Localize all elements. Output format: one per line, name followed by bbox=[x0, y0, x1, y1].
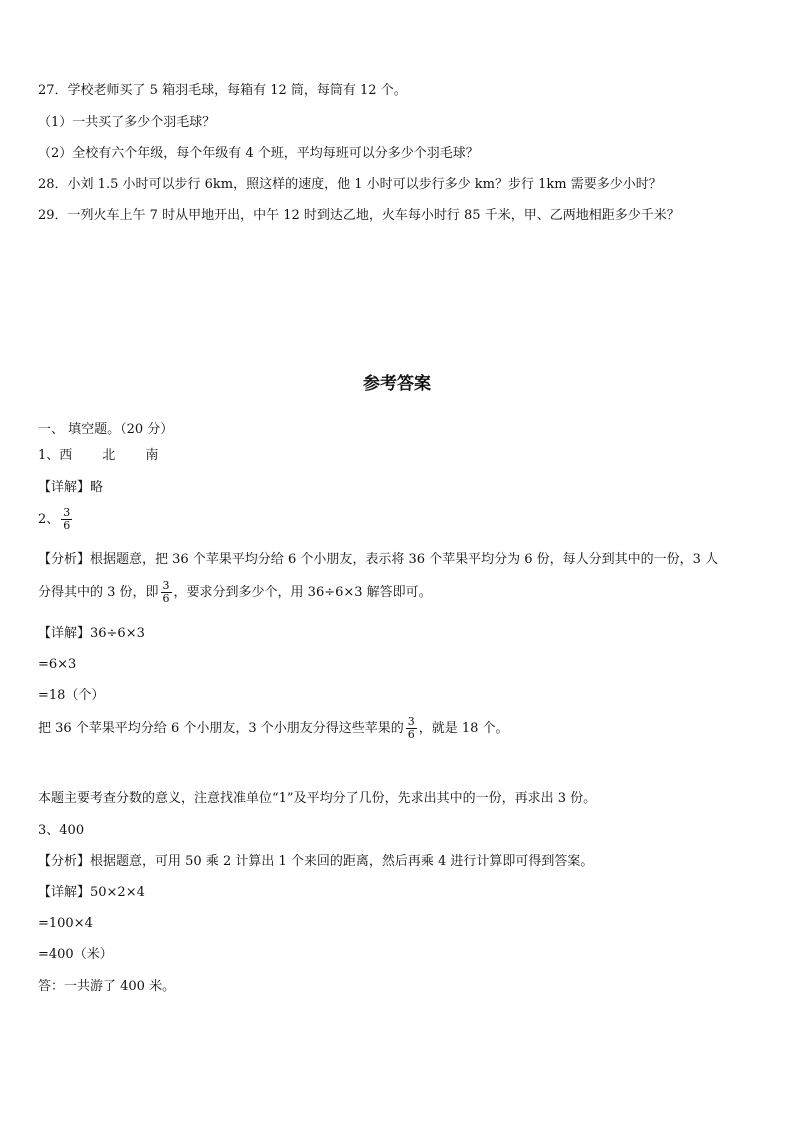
answer-2-detail-1: 【详解】36÷6×3 bbox=[38, 626, 145, 641]
conclusion-fraction bbox=[406, 716, 417, 741]
answer-2-note: 本题主要考查分数的意义，注意找准单位“1”及平均分了几份，先求出其中的一份，再求出 3 份。 bbox=[38, 791, 597, 806]
question-27-part-2: （2）全校有六个年级，每个年级有 4 个班，平均每班可以分多少个羽毛球？ bbox=[38, 146, 479, 161]
question-29: 29．一列火车上午 7 时从甲地开出，中午 12 时到达乙地，火车每小时行 85 千米，甲、乙两地相距多少千米？ bbox=[38, 208, 680, 223]
answer-1-west: 西 bbox=[59, 448, 73, 463]
section-heading: 一、 填空题。（20 分） bbox=[38, 422, 174, 437]
question-27: 27．学校老师买了 5 箱羽毛球，每箱有 12 筒，每筒有 12 个。 bbox=[38, 83, 407, 98]
answer-2-detail-3: =18（个） bbox=[38, 688, 105, 703]
answer-1 bbox=[38, 448, 158, 464]
answer-2-detail-2: =6×3 bbox=[38, 657, 77, 672]
answer-2-conclusion bbox=[38, 716, 509, 742]
analysis-text-b: ，要求分到多少个，用 36÷6×3 解答即可。 bbox=[173, 585, 432, 600]
analysis-text-a: 分得其中的 3 份，即 bbox=[38, 585, 159, 600]
answer-2-fraction bbox=[61, 507, 72, 532]
answer-3-answer: 答：一共游了 400 米。 bbox=[38, 979, 176, 994]
answer-3-detail-3: =400（米） bbox=[38, 947, 113, 962]
answer-2-analysis-line-2 bbox=[38, 580, 432, 606]
answer-2 bbox=[38, 507, 74, 533]
fraction-denominator: 6 bbox=[63, 519, 71, 532]
question-27-part-1: （1）一共买了多少个羽毛球？ bbox=[38, 115, 216, 130]
answer-1-north: 北 bbox=[102, 448, 116, 463]
question-28: 28．小刘 1.5 小时可以步行 6km，照这样的速度，他 1 小时可以步行多少 km？步行 1km 需要多少小时？ bbox=[38, 177, 662, 192]
fraction-numerator: 3 bbox=[162, 579, 170, 592]
fraction-numerator: 3 bbox=[63, 506, 71, 519]
conclusion-text-a: 把 36 个苹果平均分给 6 个小朋友，3 个小朋友分得这些苹果的 bbox=[38, 721, 404, 736]
answer-2-number: 2、 bbox=[38, 512, 60, 527]
answer-2-analysis-line-1: 【分析】根据题意，把 36 个苹果平均分给 6 个小朋友，表示将 36 个苹果平均分为 6 份，每人分到其中的一份，3 人 bbox=[38, 552, 719, 567]
answer-1-detail: 【详解】略 bbox=[38, 480, 104, 495]
answer-3-detail-1: 【详解】50×2×4 bbox=[38, 885, 145, 900]
fraction-denominator: 6 bbox=[407, 728, 415, 741]
fraction-denominator: 6 bbox=[162, 592, 170, 605]
answers-title: 参考答案 bbox=[363, 374, 431, 394]
answer-3-analysis: 【分析】根据题意，可用 50 乘 2 计算出 1 个来回的距离，然后再乘 4 进行计算即可得到答案。 bbox=[38, 854, 594, 869]
answer-1-south: 南 bbox=[145, 448, 159, 463]
answer-1-number: 1、 bbox=[38, 448, 60, 463]
analysis-fraction bbox=[161, 580, 172, 605]
conclusion-text-b: ，就是 18 个。 bbox=[418, 721, 509, 736]
answer-3-detail-2: =100×4 bbox=[38, 916, 93, 931]
fraction-numerator: 3 bbox=[407, 715, 415, 728]
answer-3: 3、400 bbox=[38, 823, 85, 838]
